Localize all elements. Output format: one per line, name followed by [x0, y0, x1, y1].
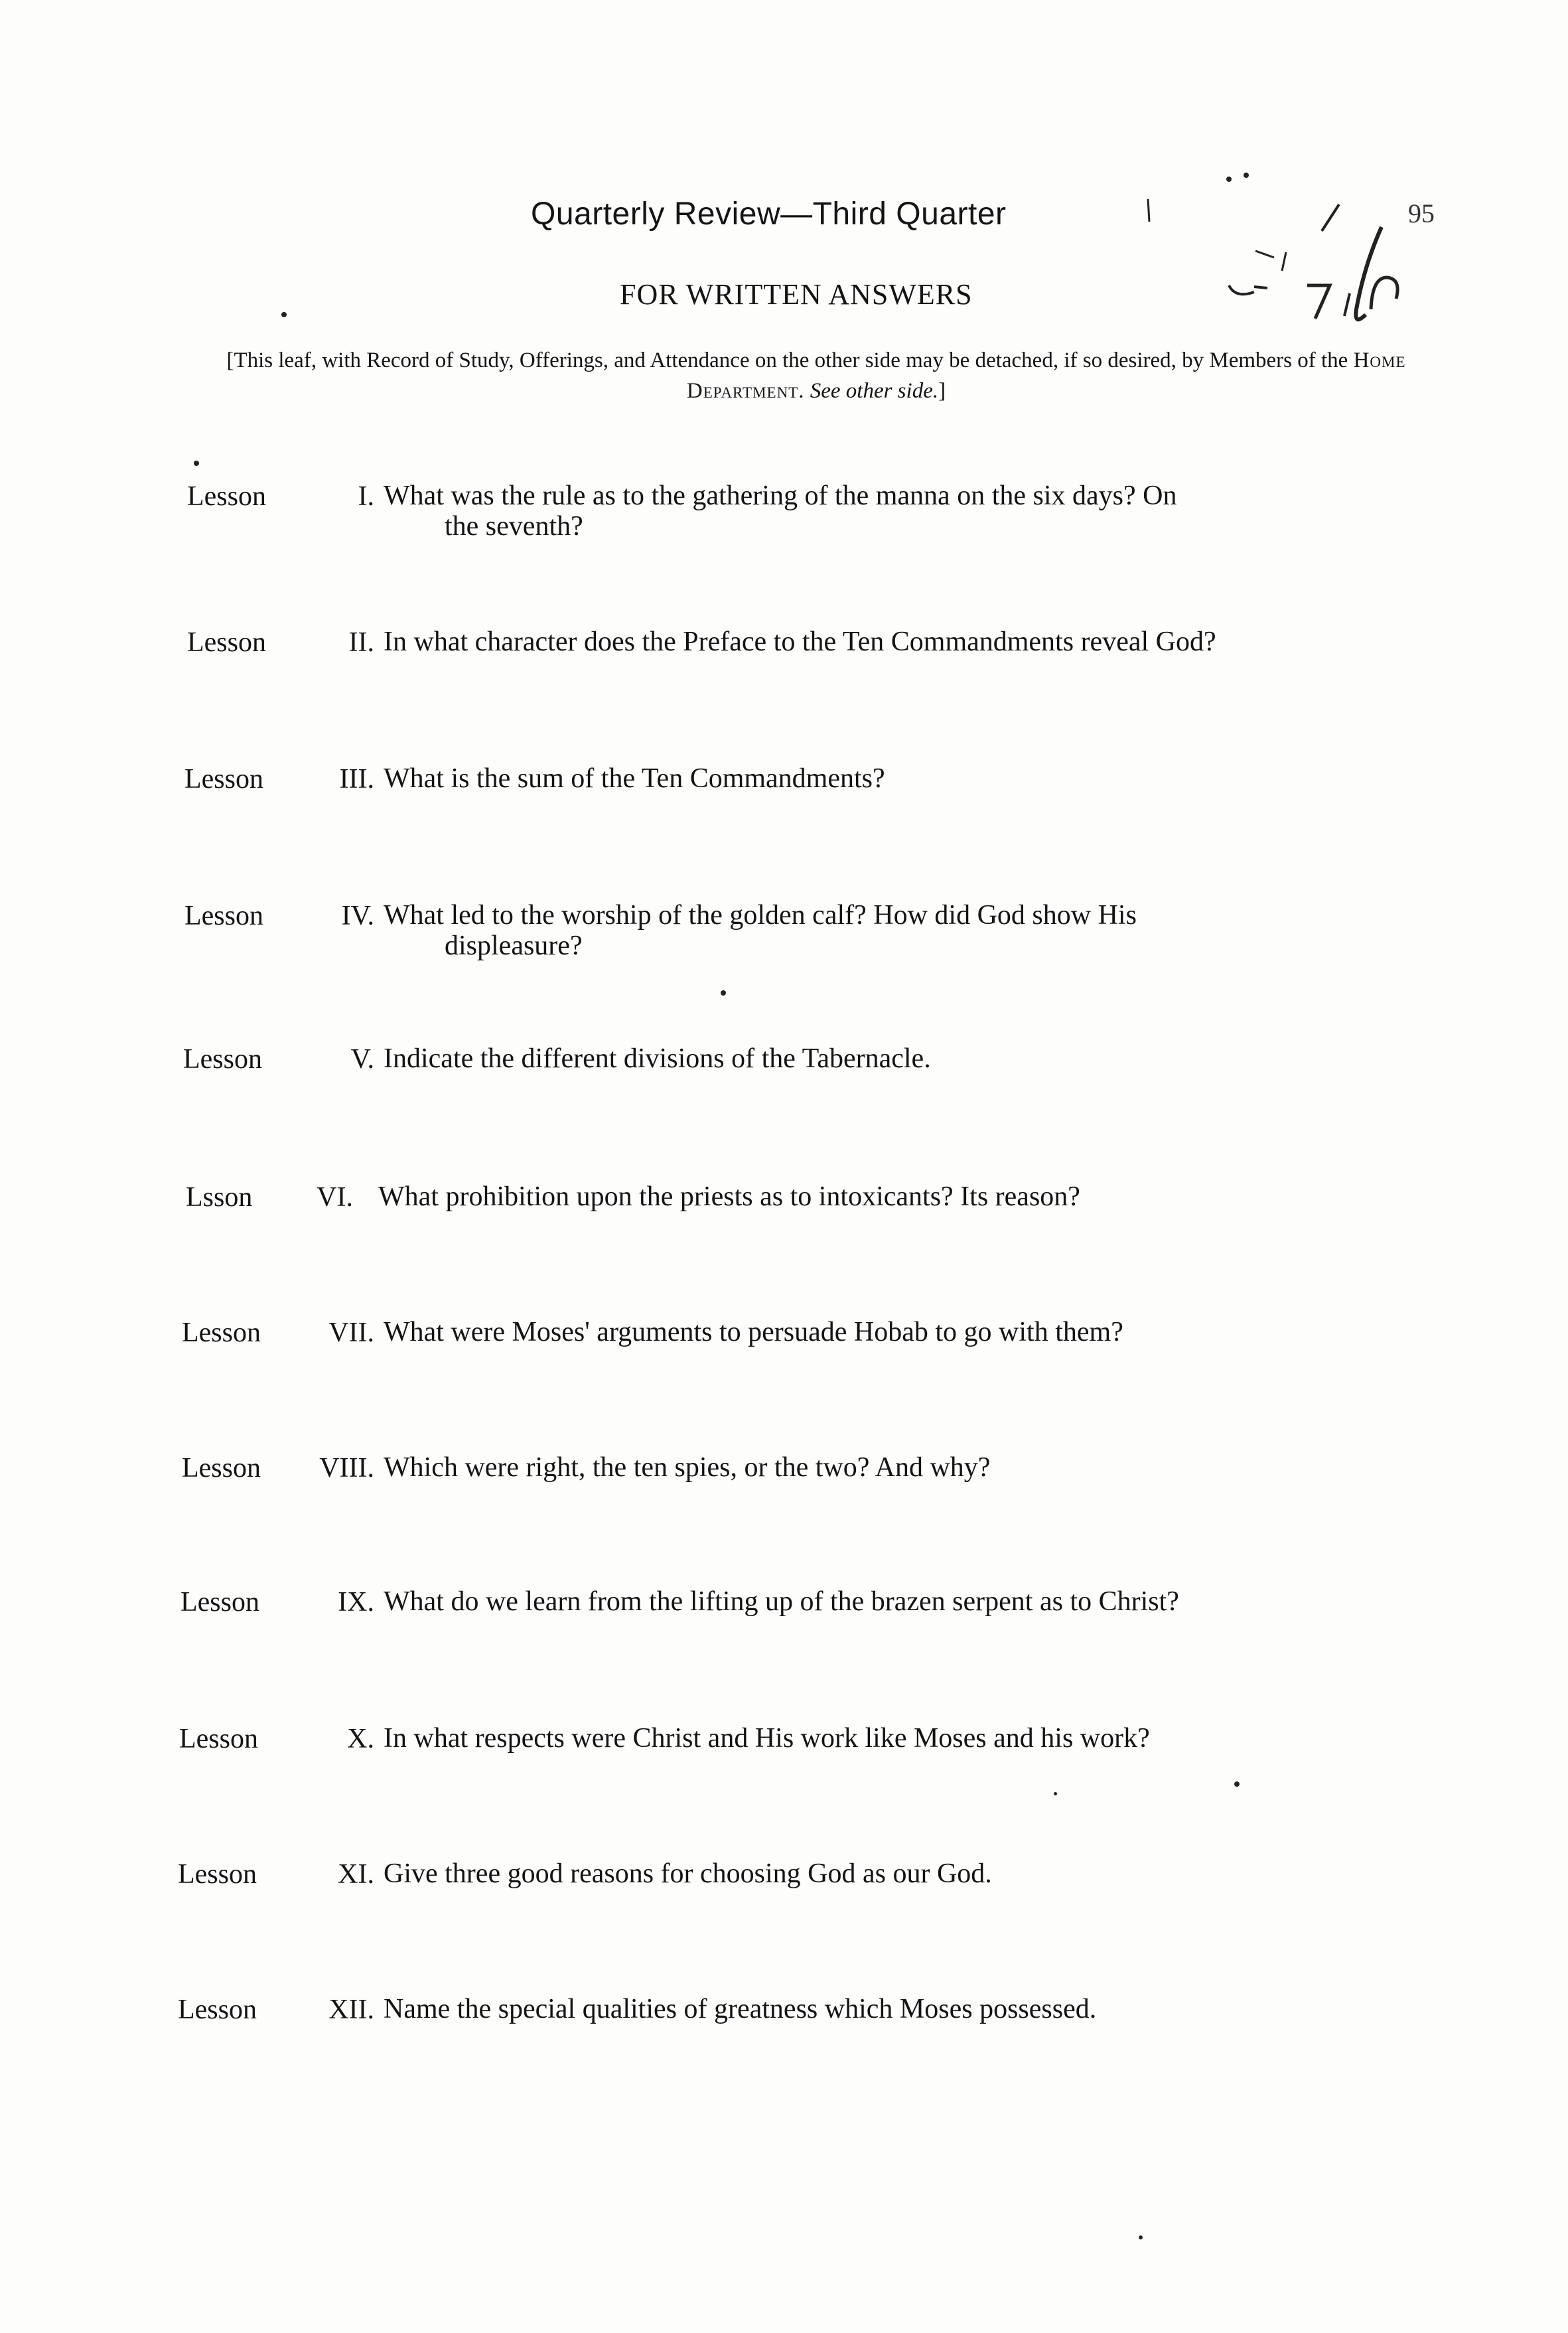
- lesson-label: Lesson: [184, 901, 263, 931]
- lesson-question: In what character does the Preface to the Ten Commandments reveal God?: [384, 627, 1216, 657]
- lesson-label: Lsson: [186, 1182, 253, 1213]
- ink-speck: [1234, 1781, 1240, 1787]
- see-other-side-text: See other side.: [810, 379, 939, 403]
- note-close-bracket: ]: [938, 379, 946, 403]
- lesson-label: Lesson: [184, 764, 263, 794]
- lesson-question: [384, 900, 1137, 961]
- lesson-question: What do we learn from the lifting up of the brazen serpent as to Christ?: [384, 1586, 1179, 1617]
- lesson-number: XII.: [328, 1994, 374, 2025]
- lesson-number: III.: [339, 764, 374, 794]
- home-department-text: Home Department.: [686, 348, 1406, 403]
- lesson-label: Lesson: [178, 1994, 257, 2025]
- lesson-number: XI.: [338, 1859, 374, 1890]
- lesson-number: VII.: [328, 1317, 374, 1348]
- page-number: 95: [1408, 198, 1435, 228]
- question-text: What was the rule as to the gathering of the manna on the six days? On: [384, 481, 1177, 511]
- question-continuation: displeasure?: [445, 931, 583, 961]
- lesson-question: In what respects were Christ and His work like Moses and his work?: [384, 1723, 1150, 1754]
- lesson-number: I.: [358, 481, 374, 512]
- lesson-label: Lesson: [182, 1453, 261, 1483]
- lesson-number: V.: [350, 1044, 374, 1075]
- page-title: Quarterly Review—Third Quarter: [531, 196, 1007, 232]
- handwritten-annotation: [1075, 153, 1407, 332]
- question-continuation: the seventh?: [445, 511, 583, 542]
- ink-speck: [721, 990, 726, 996]
- ink-speck: [194, 461, 199, 466]
- lesson-question: What prohibition upon the priests as to intoxicants? Its reason?: [378, 1181, 1080, 1212]
- lesson-question: Name the special qualities of greatness which Moses possessed.: [384, 1994, 1097, 2024]
- lesson-number: IX.: [338, 1587, 374, 1618]
- lesson-number: VIII.: [319, 1453, 374, 1483]
- lesson-question: What is the sum of the Ten Commandments?: [384, 763, 885, 794]
- ink-speck: [1139, 2235, 1143, 2239]
- page-subtitle: FOR WRITTEN ANSWERS: [620, 278, 973, 311]
- lesson-label: Lesson: [187, 481, 266, 512]
- lesson-number: X.: [347, 1724, 374, 1754]
- lesson-number: II.: [348, 627, 374, 658]
- lesson-label: Lesson: [187, 627, 266, 658]
- lesson-question: [384, 481, 1176, 542]
- lesson-label: Lesson: [178, 1859, 257, 1890]
- lesson-number: IV.: [341, 901, 374, 931]
- ink-speck: [1054, 1792, 1057, 1795]
- lesson-label: Lesson: [180, 1587, 259, 1618]
- question-text: What led to the worship of the golden calf? How did God show His: [384, 900, 1137, 931]
- lesson-question: Indicate the different divisions of the Tabernacle.: [384, 1043, 931, 1074]
- ink-speck: [281, 312, 287, 317]
- lesson-label: Lesson: [179, 1724, 258, 1754]
- lesson-question: Which were right, the ten spies, or the two? And why?: [384, 1452, 991, 1483]
- lesson-label: Lesson: [183, 1044, 262, 1075]
- note-text: [This leaf, with Record of Study, Offerings, and Attendance on the other side may be detached, if so desired, by Members of the: [226, 348, 1348, 372]
- lesson-question: Give three good reasons for choosing God as our God.: [384, 1858, 992, 1889]
- lesson-label: Lesson: [182, 1317, 261, 1348]
- lesson-question: What were Moses' arguments to persuade Hobab to go with them?: [384, 1317, 1123, 1347]
- lesson-number: VI.: [317, 1182, 353, 1213]
- detach-note: [212, 345, 1420, 406]
